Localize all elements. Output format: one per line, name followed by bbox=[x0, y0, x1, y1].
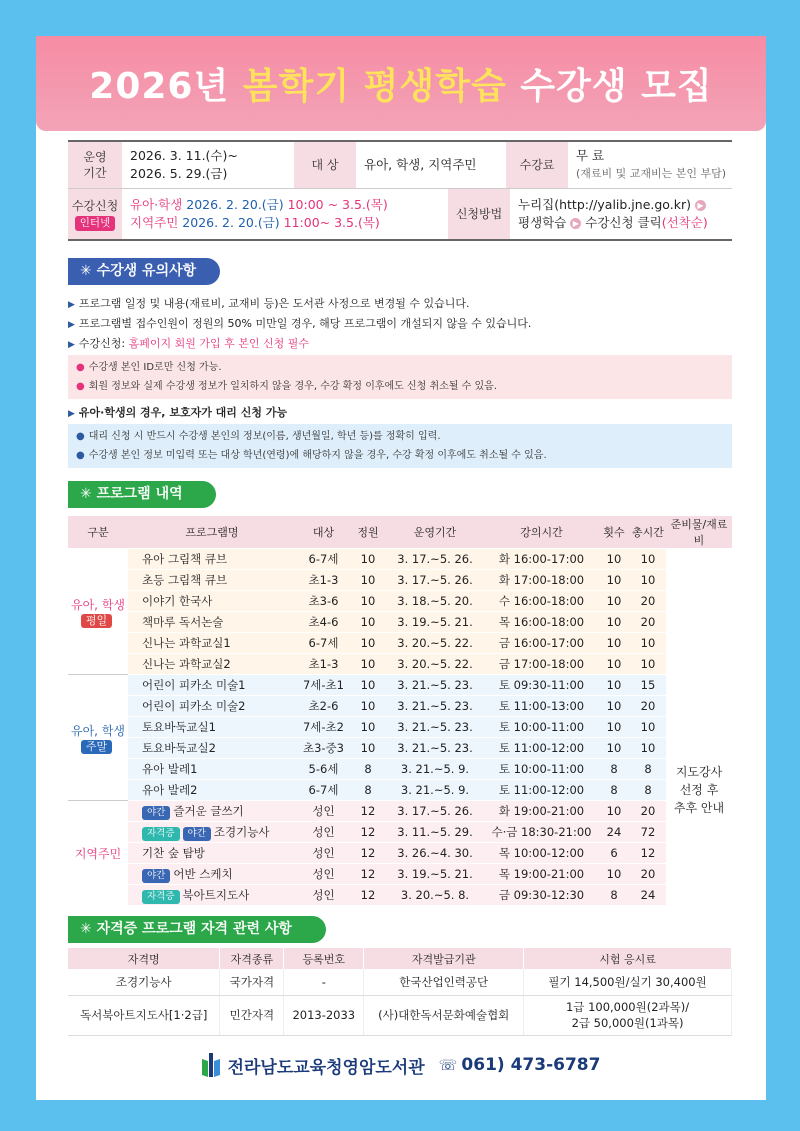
cell: 10 bbox=[598, 675, 630, 696]
cell: 12 bbox=[351, 843, 385, 864]
cell: 6-7세 bbox=[296, 633, 351, 654]
cell: 5-6세 bbox=[296, 759, 351, 780]
program-tag: 야간 bbox=[183, 827, 211, 841]
cell: 화 19:00-21:00 bbox=[485, 801, 598, 822]
cell: 목 19:00-21:00 bbox=[485, 864, 598, 885]
cell: 토 11:00-13:00 bbox=[485, 696, 598, 717]
cert-section-header: ✳ 자격증 프로그램 자격 관련 사항 bbox=[68, 916, 326, 943]
cell: 10 bbox=[598, 864, 630, 885]
program-header: 정원 bbox=[351, 516, 385, 549]
cert-header: 시험 응시료 bbox=[524, 948, 732, 969]
cell: 금 09:30-12:30 bbox=[485, 885, 598, 906]
program-name: 어린이 피카소 미술1 bbox=[128, 675, 296, 696]
cell: 7세-초1 bbox=[296, 675, 351, 696]
cert-header: 자격종류 bbox=[220, 948, 284, 969]
arrow-icon: ▶ bbox=[695, 200, 706, 211]
program-name: 토요바둑교실1 bbox=[128, 717, 296, 738]
table-row bbox=[68, 885, 732, 906]
table-row bbox=[68, 780, 732, 801]
category-cell: 지역주민 bbox=[68, 801, 128, 906]
homepage-link[interactable]: 누리집(http://yalib.jne.go.kr) bbox=[518, 197, 691, 212]
cell: 10 bbox=[630, 633, 666, 654]
fee-value: 무 료 (재료비 및 교재비는 본인 부담) bbox=[576, 148, 727, 180]
materials-cell bbox=[666, 549, 732, 570]
table-row bbox=[68, 843, 732, 864]
cell: 10 bbox=[598, 612, 630, 633]
cell: 3. 20.~5. 22. bbox=[385, 633, 485, 654]
apply-value: 유아·학생 2026. 2. 20.(금) 10:00 ~ 3.5.(목) 지역주민 2026. 2. 20.(금) 11:00~ 3.5.(목) bbox=[130, 197, 388, 230]
materials-cell bbox=[666, 591, 732, 612]
note-box-pink: ● 수강생 본인 ID로만 신청 가능. ● 회원 정보와 실제 수강생 정보가 일치하지 않을 경우, 수강 확정 이후에도 신청 취소될 수 있음. bbox=[68, 355, 732, 399]
program-header: 프로그램명 bbox=[128, 516, 296, 549]
cell: 72 bbox=[630, 822, 666, 843]
cell: 6-7세 bbox=[296, 549, 351, 570]
cell: 토 11:00-12:00 bbox=[485, 780, 598, 801]
cell: 20 bbox=[630, 801, 666, 822]
fee-label: 수강료 bbox=[506, 142, 568, 188]
cell: 10 bbox=[351, 696, 385, 717]
cell: 8 bbox=[630, 780, 666, 801]
cell: 10 bbox=[598, 717, 630, 738]
cell: 3. 11.~5. 29. bbox=[385, 822, 485, 843]
cert-header: 등록번호 bbox=[284, 948, 364, 969]
cell: 3. 21.~5. 23. bbox=[385, 738, 485, 759]
cell: 초3-중3 bbox=[296, 738, 351, 759]
note-box-blue: ● 대리 신청 시 반드시 수강생 본인의 정보(이름, 생년월일, 학년 등)를 정확히 입력. ● 수강생 본인 정보 미입력 또는 대상 학년(연령)에 해당하지 않을 경우, 수강 확정 이후에도 취소될 수 있음. bbox=[68, 424, 732, 468]
cell: 3. 19.~5. 21. bbox=[385, 612, 485, 633]
cell: 토 09:30-11:00 bbox=[485, 675, 598, 696]
cell: 10 bbox=[598, 549, 630, 570]
cell: 초4-6 bbox=[296, 612, 351, 633]
program-tag: 야간 bbox=[142, 806, 170, 820]
cell: 10 bbox=[598, 801, 630, 822]
note-item: ▶ 프로그램별 접수인원이 정원의 50% 미만일 경우, 해당 프로그램이 개설되지 않을 수 있습니다. bbox=[68, 317, 532, 330]
phone-icon: ☏ bbox=[438, 1056, 458, 1074]
program-header: 구분 bbox=[68, 516, 128, 549]
cert-header: 자격발급기관 bbox=[364, 948, 524, 969]
cell: 민간자격 bbox=[220, 995, 284, 1035]
program-header: 횟수 bbox=[598, 516, 630, 549]
cell: 2013-2033 bbox=[284, 995, 364, 1035]
category-cell: 유아, 학생 주말 bbox=[68, 675, 128, 801]
program-name: 토요바둑교실2 bbox=[128, 738, 296, 759]
cell: 12 bbox=[351, 822, 385, 843]
cell: 1급 100,000원(2과목)/ 2급 50,000원(1과목) bbox=[524, 995, 732, 1035]
program-name: 초등 그림책 큐브 bbox=[128, 570, 296, 591]
note-item: ▶ 유아·학생의 경우, 보호자가 대리 신청 가능 bbox=[68, 406, 288, 419]
table-row bbox=[68, 969, 732, 995]
library-name: 전라남도교육청영암도서관 bbox=[227, 1057, 425, 1078]
cell: 10 bbox=[630, 654, 666, 675]
cell: 3. 19.~5. 21. bbox=[385, 864, 485, 885]
cell: 3. 21.~5. 23. bbox=[385, 717, 485, 738]
cell: 10 bbox=[598, 738, 630, 759]
table-row bbox=[68, 759, 732, 780]
cell: 10 bbox=[630, 570, 666, 591]
materials-cell bbox=[666, 654, 732, 675]
cell: 3. 17.~5. 26. bbox=[385, 549, 485, 570]
cell: 성인 bbox=[296, 801, 351, 822]
cell: 금 16:00-17:00 bbox=[485, 633, 598, 654]
poster bbox=[36, 36, 766, 1100]
cell: 12 bbox=[351, 801, 385, 822]
cell: 20 bbox=[630, 591, 666, 612]
notes bbox=[68, 294, 732, 472]
cell: 20 bbox=[630, 612, 666, 633]
cell: 8 bbox=[351, 759, 385, 780]
program-name: 책마루 독서논술 bbox=[128, 612, 296, 633]
table-row bbox=[68, 696, 732, 717]
cell: 24 bbox=[598, 822, 630, 843]
cell: 3. 21.~5. 23. bbox=[385, 675, 485, 696]
cell: 화 16:00-17:00 bbox=[485, 549, 598, 570]
program-header: 대상 bbox=[296, 516, 351, 549]
table-row bbox=[68, 801, 732, 822]
cell: 10 bbox=[351, 591, 385, 612]
cell: 10 bbox=[351, 612, 385, 633]
table-row bbox=[68, 612, 732, 633]
program-tag: 자격증 bbox=[142, 890, 180, 904]
program-name: 이야기 한국사 bbox=[128, 591, 296, 612]
materials-cell bbox=[666, 570, 732, 591]
cell: 20 bbox=[630, 864, 666, 885]
info-table bbox=[68, 140, 732, 241]
method-label: 신청방법 bbox=[448, 189, 510, 239]
program-name: 유아 발레2 bbox=[128, 780, 296, 801]
cell: 3. 21.~5. 9. bbox=[385, 759, 485, 780]
cell: 8 bbox=[630, 759, 666, 780]
materials-cell bbox=[666, 612, 732, 633]
cell: 한국산업인력공단 bbox=[364, 969, 524, 995]
table-row bbox=[68, 549, 732, 570]
cell: 수 16:00-18:00 bbox=[485, 591, 598, 612]
program-header: 강의시간 bbox=[485, 516, 598, 549]
cell: 국가자격 bbox=[220, 969, 284, 995]
note-item: ▶ 수강신청: 홈페이지 회원 가입 후 본인 신청 필수 bbox=[68, 337, 310, 350]
table-row bbox=[68, 654, 732, 675]
cell: 10 bbox=[351, 633, 385, 654]
cell: 6 bbox=[598, 843, 630, 864]
category-badge: 평일 bbox=[81, 614, 112, 628]
program-name: 어린이 피카소 미술2 bbox=[128, 696, 296, 717]
cell: (사)대한독서문화예술협회 bbox=[364, 995, 524, 1035]
program-tag: 야간 bbox=[142, 869, 170, 883]
cell: 성인 bbox=[296, 864, 351, 885]
cell: 3. 17.~5. 26. bbox=[385, 570, 485, 591]
target-value: 유아, 학생, 지역주민 bbox=[364, 157, 477, 172]
cell: 10 bbox=[351, 654, 385, 675]
cell: 10 bbox=[598, 591, 630, 612]
program-name: 유아 그림책 큐브 bbox=[128, 549, 296, 570]
cell: 15 bbox=[630, 675, 666, 696]
cell: 성인 bbox=[296, 885, 351, 906]
cell: 화 17:00-18:00 bbox=[485, 570, 598, 591]
cell: 10 bbox=[598, 570, 630, 591]
cell: 10 bbox=[598, 654, 630, 675]
cell: 10 bbox=[598, 696, 630, 717]
cell: 필기 14,500원/실기 30,400원 bbox=[524, 969, 732, 995]
notes-section-header: ✳ 수강생 유의사항 bbox=[68, 258, 220, 285]
internet-badge: 인터넷 bbox=[75, 216, 115, 231]
program-name: 유아 발레1 bbox=[128, 759, 296, 780]
program-name: 야간 즐거운 글쓰기 bbox=[128, 801, 296, 822]
cell: 10 bbox=[598, 633, 630, 654]
cell: 수·금 18:30-21:00 bbox=[485, 822, 598, 843]
cell: 토 10:00-11:00 bbox=[485, 759, 598, 780]
program-table bbox=[68, 516, 732, 906]
apply-label: 수강신청 인터넷 bbox=[68, 189, 122, 239]
materials-cell: 지도강사 선정 후 추후 안내 bbox=[666, 675, 732, 906]
category-badge: 주말 bbox=[81, 740, 112, 754]
cell: 3. 18.~5. 20. bbox=[385, 591, 485, 612]
cell: 3. 17.~5. 26. bbox=[385, 801, 485, 822]
cell: 독서북아트지도사[1·2급] bbox=[68, 995, 220, 1035]
cell: 초1-3 bbox=[296, 654, 351, 675]
cell: 조경기능사 bbox=[68, 969, 220, 995]
program-name: 자격증 야간 조경기능사 bbox=[128, 822, 296, 843]
cell: 3. 20.~5. 22. bbox=[385, 654, 485, 675]
cell: 8 bbox=[598, 780, 630, 801]
table-row bbox=[68, 717, 732, 738]
cert-table bbox=[68, 948, 732, 1036]
cell: 3. 20.~5. 8. bbox=[385, 885, 485, 906]
cell: 성인 bbox=[296, 822, 351, 843]
phone-number: 061) 473-6787 bbox=[461, 1055, 601, 1075]
page-title: 2026년 봄학기 평생학습 수강생 모집 bbox=[89, 66, 713, 107]
cell: 8 bbox=[598, 759, 630, 780]
cell: 목 10:00-12:00 bbox=[485, 843, 598, 864]
program-name: 자격증 북아트지도사 bbox=[128, 885, 296, 906]
cell: 초1-3 bbox=[296, 570, 351, 591]
cell: 24 bbox=[630, 885, 666, 906]
table-row bbox=[68, 822, 732, 843]
table-row bbox=[68, 570, 732, 591]
program-name: 기찬 숲 탐방 bbox=[128, 843, 296, 864]
cell: 3. 21.~5. 9. bbox=[385, 780, 485, 801]
cell: 금 17:00-18:00 bbox=[485, 654, 598, 675]
cell: 목 16:00-18:00 bbox=[485, 612, 598, 633]
target-label: 대 상 bbox=[294, 142, 356, 188]
program-tag: 자격증 bbox=[142, 827, 180, 841]
note-item: ▶ 프로그램 일정 및 내용(재료비, 교재비 등)은 도서관 사정으로 변경될 수 있습니다. bbox=[68, 297, 470, 310]
cell: 8 bbox=[598, 885, 630, 906]
program-name: 신나는 과학교실2 bbox=[128, 654, 296, 675]
program-header: 운영기간 bbox=[385, 516, 485, 549]
cell: 20 bbox=[630, 696, 666, 717]
cell: 초2-6 bbox=[296, 696, 351, 717]
program-name: 신나는 과학교실1 bbox=[128, 633, 296, 654]
table-row bbox=[68, 995, 732, 1035]
cell: 7세-초2 bbox=[296, 717, 351, 738]
cell: - bbox=[284, 969, 364, 995]
cell: 3. 21.~5. 23. bbox=[385, 696, 485, 717]
cell: 토 10:00-11:00 bbox=[485, 717, 598, 738]
period-label: 운영 기간 bbox=[68, 142, 122, 188]
method-value: 누리집(http://yalib.jne.go.kr) ▶ 평생학습 ▶ 수강신청 클릭(선착순) bbox=[518, 197, 708, 230]
program-header: 총시간 bbox=[630, 516, 666, 549]
cert-header: 자격명 bbox=[68, 948, 220, 969]
cell: 토 11:00-12:00 bbox=[485, 738, 598, 759]
period-value: 2026. 3. 11.(수)~ 2026. 5. 29.(금) bbox=[130, 148, 238, 181]
cell: 10 bbox=[630, 549, 666, 570]
table-row bbox=[68, 738, 732, 759]
cell: 10 bbox=[351, 570, 385, 591]
cell: 8 bbox=[351, 780, 385, 801]
program-section-header: ✳ 프로그램 내역 bbox=[68, 481, 216, 508]
cell: 10 bbox=[351, 717, 385, 738]
library-logo-icon bbox=[202, 1053, 220, 1077]
cell: 성인 bbox=[296, 843, 351, 864]
title-banner bbox=[36, 36, 766, 131]
cell: 12 bbox=[630, 843, 666, 864]
table-row bbox=[68, 591, 732, 612]
cell: 12 bbox=[351, 885, 385, 906]
cell: 10 bbox=[351, 738, 385, 759]
table-row bbox=[68, 675, 732, 696]
cell: 10 bbox=[351, 675, 385, 696]
materials-cell bbox=[666, 633, 732, 654]
arrow-icon: ▶ bbox=[570, 218, 581, 229]
category-cell: 유아, 학생 평일 bbox=[68, 549, 128, 675]
program-header: 준비물/재료비 bbox=[666, 516, 732, 549]
program-name: 야간 어반 스케치 bbox=[128, 864, 296, 885]
cell: 초3-6 bbox=[296, 591, 351, 612]
cell: 6-7세 bbox=[296, 780, 351, 801]
cell: 10 bbox=[351, 549, 385, 570]
cell: 12 bbox=[351, 864, 385, 885]
cell: 10 bbox=[630, 738, 666, 759]
cell: 10 bbox=[630, 717, 666, 738]
table-row bbox=[68, 633, 732, 654]
table-row bbox=[68, 864, 732, 885]
footer bbox=[36, 1050, 766, 1080]
cell: 3. 26.~4. 30. bbox=[385, 843, 485, 864]
